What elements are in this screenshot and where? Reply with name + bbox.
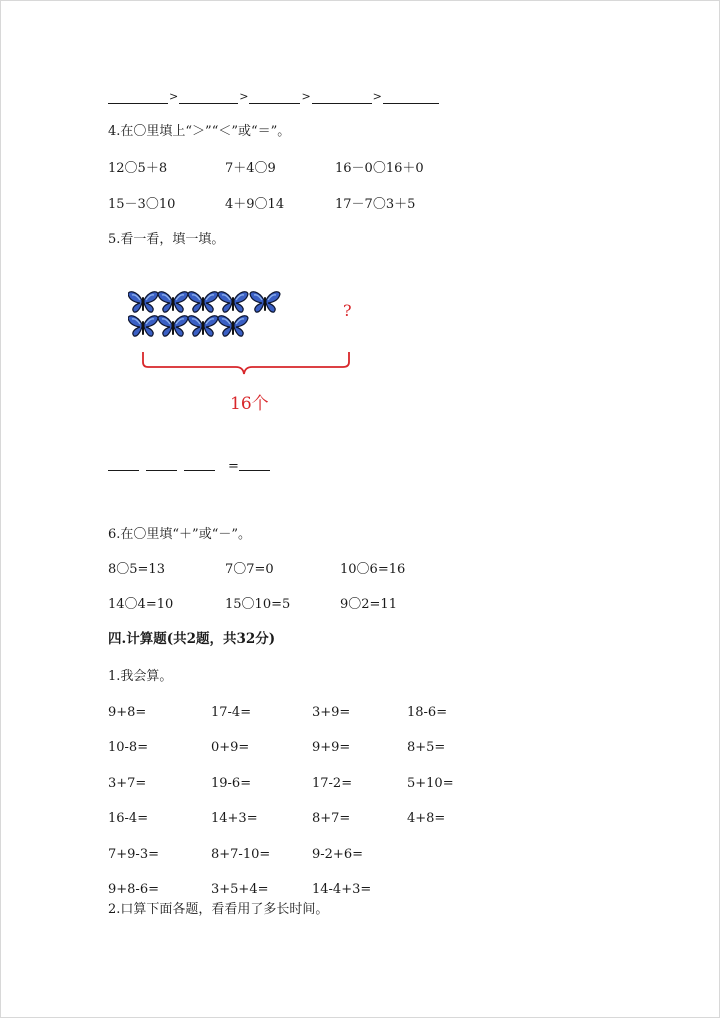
calc-item: 14-4+3= [312,882,372,897]
calc-item: 17-4= [211,705,252,720]
q6-item: 9〇2=11 [340,597,397,612]
calc-item: 10-8= [108,740,149,755]
equals-sign: = [228,459,239,474]
calc-item: 9+8= [108,705,147,720]
section-4-q2-title: 2.口算下面各题，看看用了多长时间。 [108,902,329,917]
q6-item: 8〇5=13 [108,562,165,577]
calc-item: 5+10= [407,776,454,791]
answer-blank[interactable] [239,469,270,471]
q4-item: 17－7〇3＋5 [335,197,416,212]
butterfly-icon [218,292,248,312]
calc-item: 14+3= [211,811,258,826]
butterfly-icon [158,292,188,312]
butterfly-icon [188,292,218,312]
greater-than-sign: > [169,90,179,103]
total-label: 16个 [230,394,269,414]
q6-item: 15〇10=5 [225,597,291,612]
curly-brace-icon [143,352,349,374]
question-mark: ? [343,301,352,320]
butterfly-icon [188,316,218,336]
q4-item: 4＋9〇14 [225,197,285,212]
calc-item: 8+7= [312,811,351,826]
q6-item: 14〇4=10 [108,597,174,612]
q4-item: 7＋4〇9 [225,161,276,176]
greater-than-sign: > [239,90,249,103]
calc-item: 3+7= [108,776,147,791]
butterfly-icon [250,292,280,312]
answer-blank[interactable] [108,469,139,471]
answer-blank[interactable] [179,102,238,104]
calc-item: 3+9= [312,705,351,720]
q4-item: 16－0〇16＋0 [335,161,424,176]
calc-item: 17-2= [312,776,353,791]
question-4-title: 4.在〇里填上“＞”“＜”或“＝”。 [108,124,291,139]
butterfly-illustration [128,286,368,416]
comparison-blanks-row [108,92,439,107]
answer-blank[interactable] [108,102,168,104]
question-5-title: 5.看一看，填一填。 [108,232,225,247]
butterfly-icon [218,316,248,336]
calc-item: 9+8-6= [108,882,159,897]
butterfly-icon [158,316,188,336]
greater-than-sign: > [372,90,382,103]
calc-item: 3+5+4= [211,882,269,897]
answer-blank[interactable] [383,102,439,104]
calc-item: 8+5= [407,740,446,755]
calc-item: 4+8= [407,811,446,826]
butterfly-icon [128,316,158,336]
calc-item: 19-6= [211,776,252,791]
answer-blank[interactable] [249,102,300,104]
calc-item: 16-4= [108,811,149,826]
question-6-title: 6.在〇里填“＋”或“－”。 [108,527,251,542]
q6-item: 7〇7=0 [225,562,274,577]
q4-item: 12〇5＋8 [108,161,168,176]
calc-item: 7+9-3= [108,847,159,862]
calc-item: 18-6= [407,705,448,720]
section-4-header: 四.计算题(共2题，共32分) [108,631,276,647]
calc-item: 9+9= [312,740,351,755]
answer-blank[interactable] [312,102,372,104]
answer-blank[interactable] [146,469,177,471]
q5-answer-row [108,459,277,474]
calc-item: 8+7-10= [211,847,271,862]
q4-item: 15－3〇10 [108,197,176,212]
section-4-q1-title: 1.我会算。 [108,669,173,684]
calc-item: 9-2+6= [312,847,363,862]
q6-item: 10〇6=16 [340,562,406,577]
butterfly-figure [128,286,368,416]
answer-blank[interactable] [184,469,215,471]
butterfly-icon [128,292,158,312]
calc-item: 0+9= [211,740,250,755]
greater-than-sign: > [301,90,311,103]
